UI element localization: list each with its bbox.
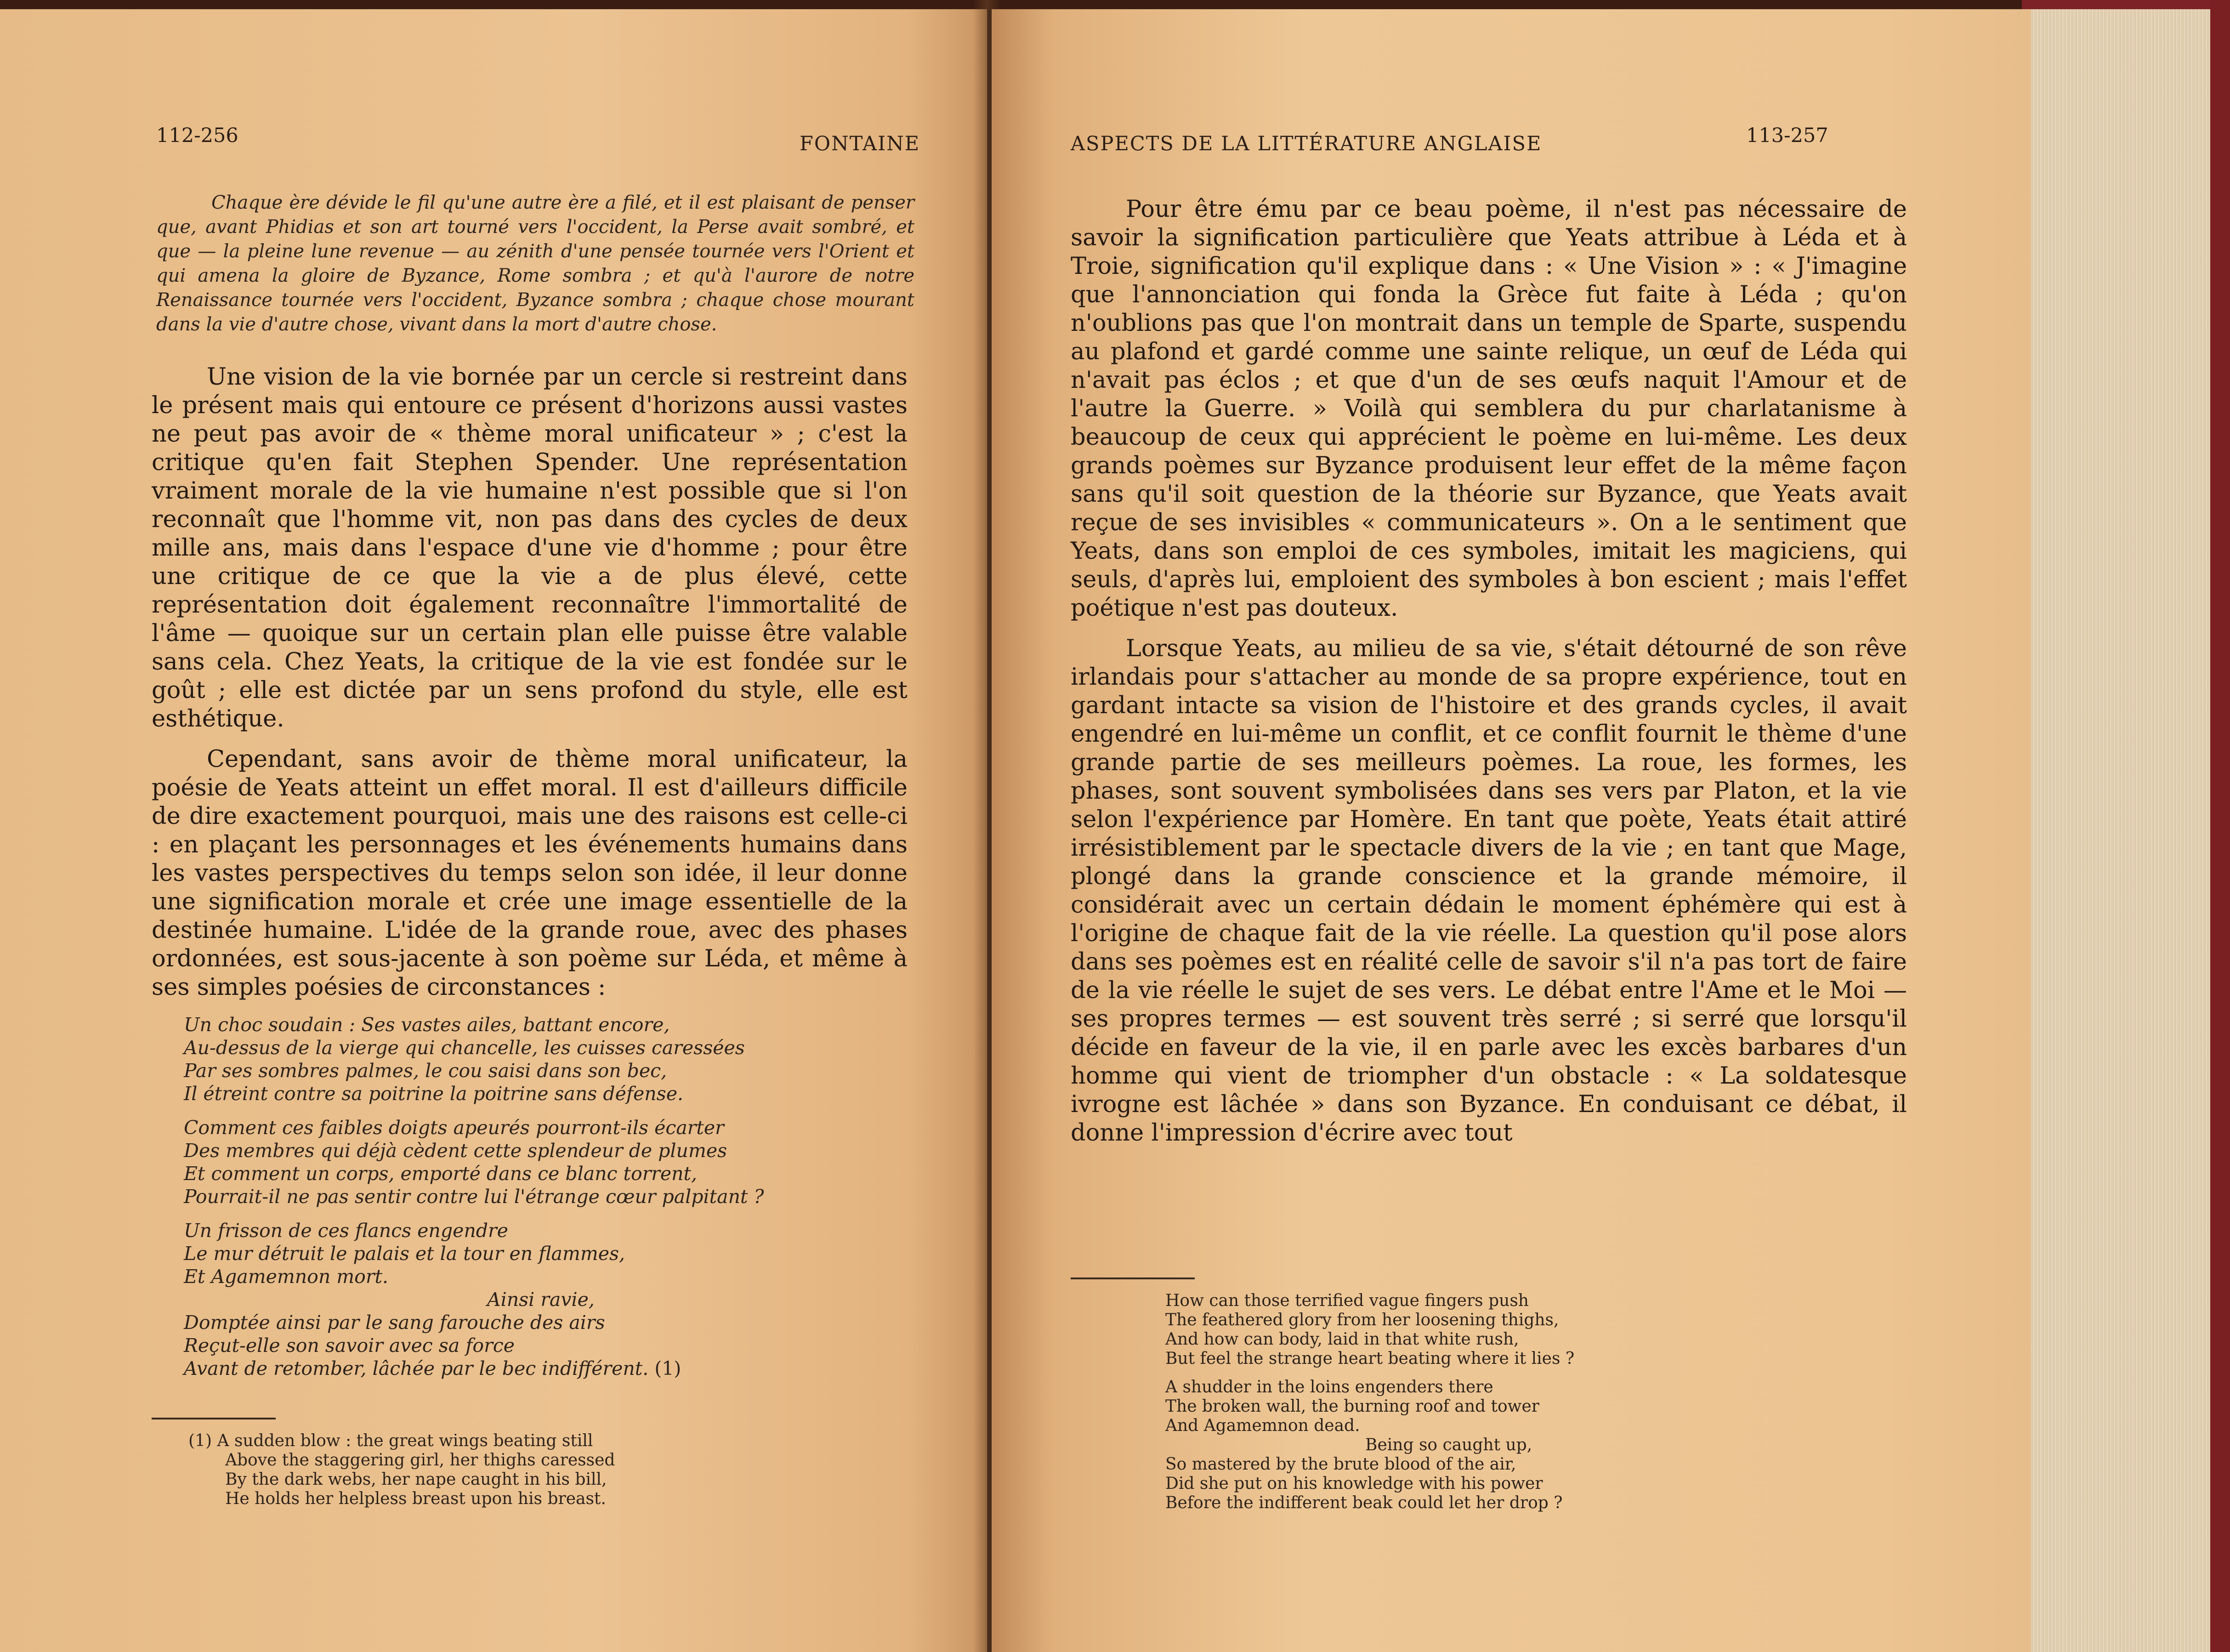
paragraph: Une vision de la vie bornée par un cercle si restreint dans le présent mais qui entoure ce présent d'horizons aussi vastes ne peut pas avoir de « thème moral unificateur » ; c'est la critique qu'en fait Stephen Spender. Une représentation vraiment morale de la vie humaine n'est possible que si l'on reconnaît que l'homme vit, non pas dans des cycles de deux mille ans, mais dans l'espace d'une vie d'homme ; pour être une critique de ce que la vie a de plus élevé, cette représentation doit également reconnaître l'immortalité de l'âme — quoique sur un certain plan elle puisse être valable sans cela. Chez Yeats, la critique de la vie est fondée sur le goût ; elle est dictée par un sens profond du style, elle est esthétique. xyxy=(152,363,908,732)
running-head-left: FONTAINE xyxy=(800,132,920,155)
paragraph: Lorsque Yeats, au milieu de sa vie, s'était détourné de son rêve irlandais pour s'attacher au monde de sa propre expérience, tout en gardant intacte sa vision de l'histoire et des grands cycles, il avait engendré en lui-même un conflit, et ce conflit fournit le thème d'une grande partie de ses meilleurs poèmes. La roue, les formes, les phases, sont souvent symbolisées dans ses vers par Platon, et la vie selon l'expérience par Homère. En tant que poète, Yeats était attiré irrésistiblement par le spectacle divers de la vie ; en tant que Mage, plongé dans la grande conscience et la grande mémoire, il considérait avec un certain dédain le moment éphémère qui est à l'origine de chaque fait de la vie réelle. La question qu'il pose alors dans ses poèmes est en réalité celle de savoir s'il n'a pas tort de faire de la vie réelle le sujet de ses vers. Le débat entre l'Ame et le Moi — ses propres termes — est souvent très serré ; si serré que lorsqu'il décide en faveur de la vie, il en parle avec les excès barbares d'un homme qui vient de triompher d'un obstacle : « La soldatesque ivrogne est lâchée » dans son Byzance. En conduisant ce débat, il donne l'impression d'écrire avec tout xyxy=(1071,635,1907,1147)
footnote-rule xyxy=(152,1418,276,1419)
stanza xyxy=(184,1116,919,1208)
verse-line: Des membres qui déjà cèdent cette splendeur de plumes xyxy=(184,1140,727,1162)
verse-line: Pourrait-il ne pas sentir contre lui l'étrange cœur palpitant ? xyxy=(184,1186,764,1208)
verse-line: So mastered by the brute blood of the air, xyxy=(1165,1455,1516,1474)
verse-line: He holds her helpless breast upon his breast. xyxy=(225,1489,606,1508)
epigraph: Chaque ère dévide le fil qu'une autre ère a filé, et il est plaisant de penser que, avant Phidias et son art tourné vers l'occident, la Perse avait sombré, et que — la pleine lune revenue — au zénith d'une pensée tournée vers l'Orient et qui amena la gloire de Byzance, Rome sombra ; et qu'à l'aurore de notre Renaissance tournée vers l'occident, Byzance sombra ; chaque chose mourant dans la vie d'autre chose, vivant dans la mort d'autre chose. xyxy=(156,192,914,335)
verse-line xyxy=(184,1357,919,1380)
verse-line: Reçut-elle son savoir avec sa force xyxy=(184,1334,515,1357)
verse-line: Before the indifferent beak could let her drop ? xyxy=(1165,1493,1563,1512)
verse-line: Le mur détruit le palais et la tour en flammes, xyxy=(184,1243,625,1265)
page-number-left: 112-256 xyxy=(156,124,238,147)
verse-line: Comment ces faibles doigts apeurés pourront-ils écarter xyxy=(184,1117,724,1139)
stanza xyxy=(1165,1291,1809,1368)
stanza xyxy=(184,1219,919,1380)
footnote-marker: (1) xyxy=(188,1431,212,1450)
verse-text: Avant de retomber, lâchée par le bec indifférent. xyxy=(184,1357,649,1380)
poem-leda-french xyxy=(184,1013,919,1391)
right-body xyxy=(1071,195,1907,1159)
verse-line: How can those terrified vague fingers push xyxy=(1165,1291,1529,1310)
left-page xyxy=(0,9,987,1652)
left-body xyxy=(152,363,908,1014)
verse-line: And Agamemnon dead. xyxy=(1165,1416,1360,1435)
verse-line: Domptée ainsi par le sang farouche des airs xyxy=(184,1311,605,1334)
running-head-right: ASPECTS DE LA LITTÉRATURE ANGLAISE xyxy=(1071,132,1542,155)
verse-line: By the dark webs, her nape caught in his bill, xyxy=(225,1470,607,1489)
verse-line: Par ses sombres palmes, le cou saisi dans son bec, xyxy=(184,1060,667,1082)
book-cover-edge xyxy=(2210,0,2230,1652)
verse-line: Being so caught up, xyxy=(1365,1436,1532,1454)
verse-line: Un choc soudain : Ses vastes ailes, battant encore, xyxy=(184,1014,670,1036)
verse-line: Above the staggering girl, her thighs caressed xyxy=(225,1451,615,1470)
page-fore-edge xyxy=(2031,9,2210,1652)
footnote-rule xyxy=(1071,1277,1195,1279)
verse-line: Il étreint contre sa poitrine la poitrine sans défense. xyxy=(184,1083,684,1105)
verse-line: A shudder in the loins engenders there xyxy=(1165,1378,1493,1397)
stanza xyxy=(184,1013,919,1105)
verse-line: Un frisson de ces flancs engendre xyxy=(184,1220,508,1242)
footnote-right xyxy=(1165,1291,1809,1522)
verse-line: And how can body, laid in that white rush, xyxy=(1165,1330,1519,1349)
book-cover-edge xyxy=(0,0,2230,10)
verse-line: The feathered glory from her loosening thighs, xyxy=(1165,1311,1559,1329)
verse-line: Ainsi ravie, xyxy=(487,1289,595,1311)
verse-line: But feel the strange heart beating where it lies ? xyxy=(1165,1349,1575,1368)
page-number-right: 113-257 xyxy=(1746,124,1828,147)
right-page xyxy=(992,9,2031,1652)
verse-line: Did she put on his knowledge with his power xyxy=(1165,1474,1543,1493)
stanza xyxy=(1165,1378,1809,1513)
footnote-reference: (1) xyxy=(654,1357,681,1380)
footnote-left xyxy=(188,1431,786,1518)
verse-line: The broken wall, the burning roof and tower xyxy=(1165,1397,1539,1416)
paragraph: Pour être ému par ce beau poème, il n'est pas nécessaire de savoir la signification particulière que Yeats attribue à Léda et à Troie, signification qu'il explique dans : « Une Vision » : « J'imagine que l'annonciation qui fonda la Grèce fut faite à Léda ; qu'on n'oublions pas que l'on montrait dans un temple de Sparte, suspendu au plafond et gardé comme une sainte relique, un œuf de Léda qui n'avait pas éclos ; et que d'un de ses œufs naquit l'Amour et de l'autre la Guerre. » Voilà qui semblera du pur charlatanisme à beaucoup de ceux qui apprécient le poème en lui-même. Les deux grands poèmes sur Byzance produisent leur effet de la même façon sans qu'il soit question de la théorie sur Byzance, que Yeats avait reçue de ses invisibles « communicateurs ». On a le sentiment que Yeats, dans son emploi de ces symboles, imitait les magiciens, qui seuls, d'après lui, emploient des symboles à bon escient ; mais l'effet poétique n'est pas douteux. xyxy=(1071,196,1907,622)
verse-line: Et comment un corps, emporté dans ce blanc torrent, xyxy=(184,1163,698,1185)
paragraph: Cependant, sans avoir de thème moral unificateur, la poésie de Yeats atteint un effet moral. Il est d'ailleurs difficile de dire exactement pourquoi, mais une des raisons est celle-ci : en plaçant les personnages et les événements humains dans les vastes perspectives du temps selon son idée, il leur donne une signification morale et crée une image essentielle de la destinée humaine. L'idée de la grande roue, avec des phases ordonnées, est sous-jacente à son poème sur Léda, et même à ses simples poésies de circonstances : xyxy=(152,746,908,1001)
stanza xyxy=(188,1431,786,1509)
verse-line: Au-dessus de la vierge qui chancelle, les cuisses caressées xyxy=(184,1037,745,1059)
verse-line xyxy=(188,1431,786,1451)
verse-line: Et Agamemnon mort. xyxy=(184,1266,388,1288)
verse-text: A sudden blow : the great wings beating still xyxy=(217,1431,593,1450)
